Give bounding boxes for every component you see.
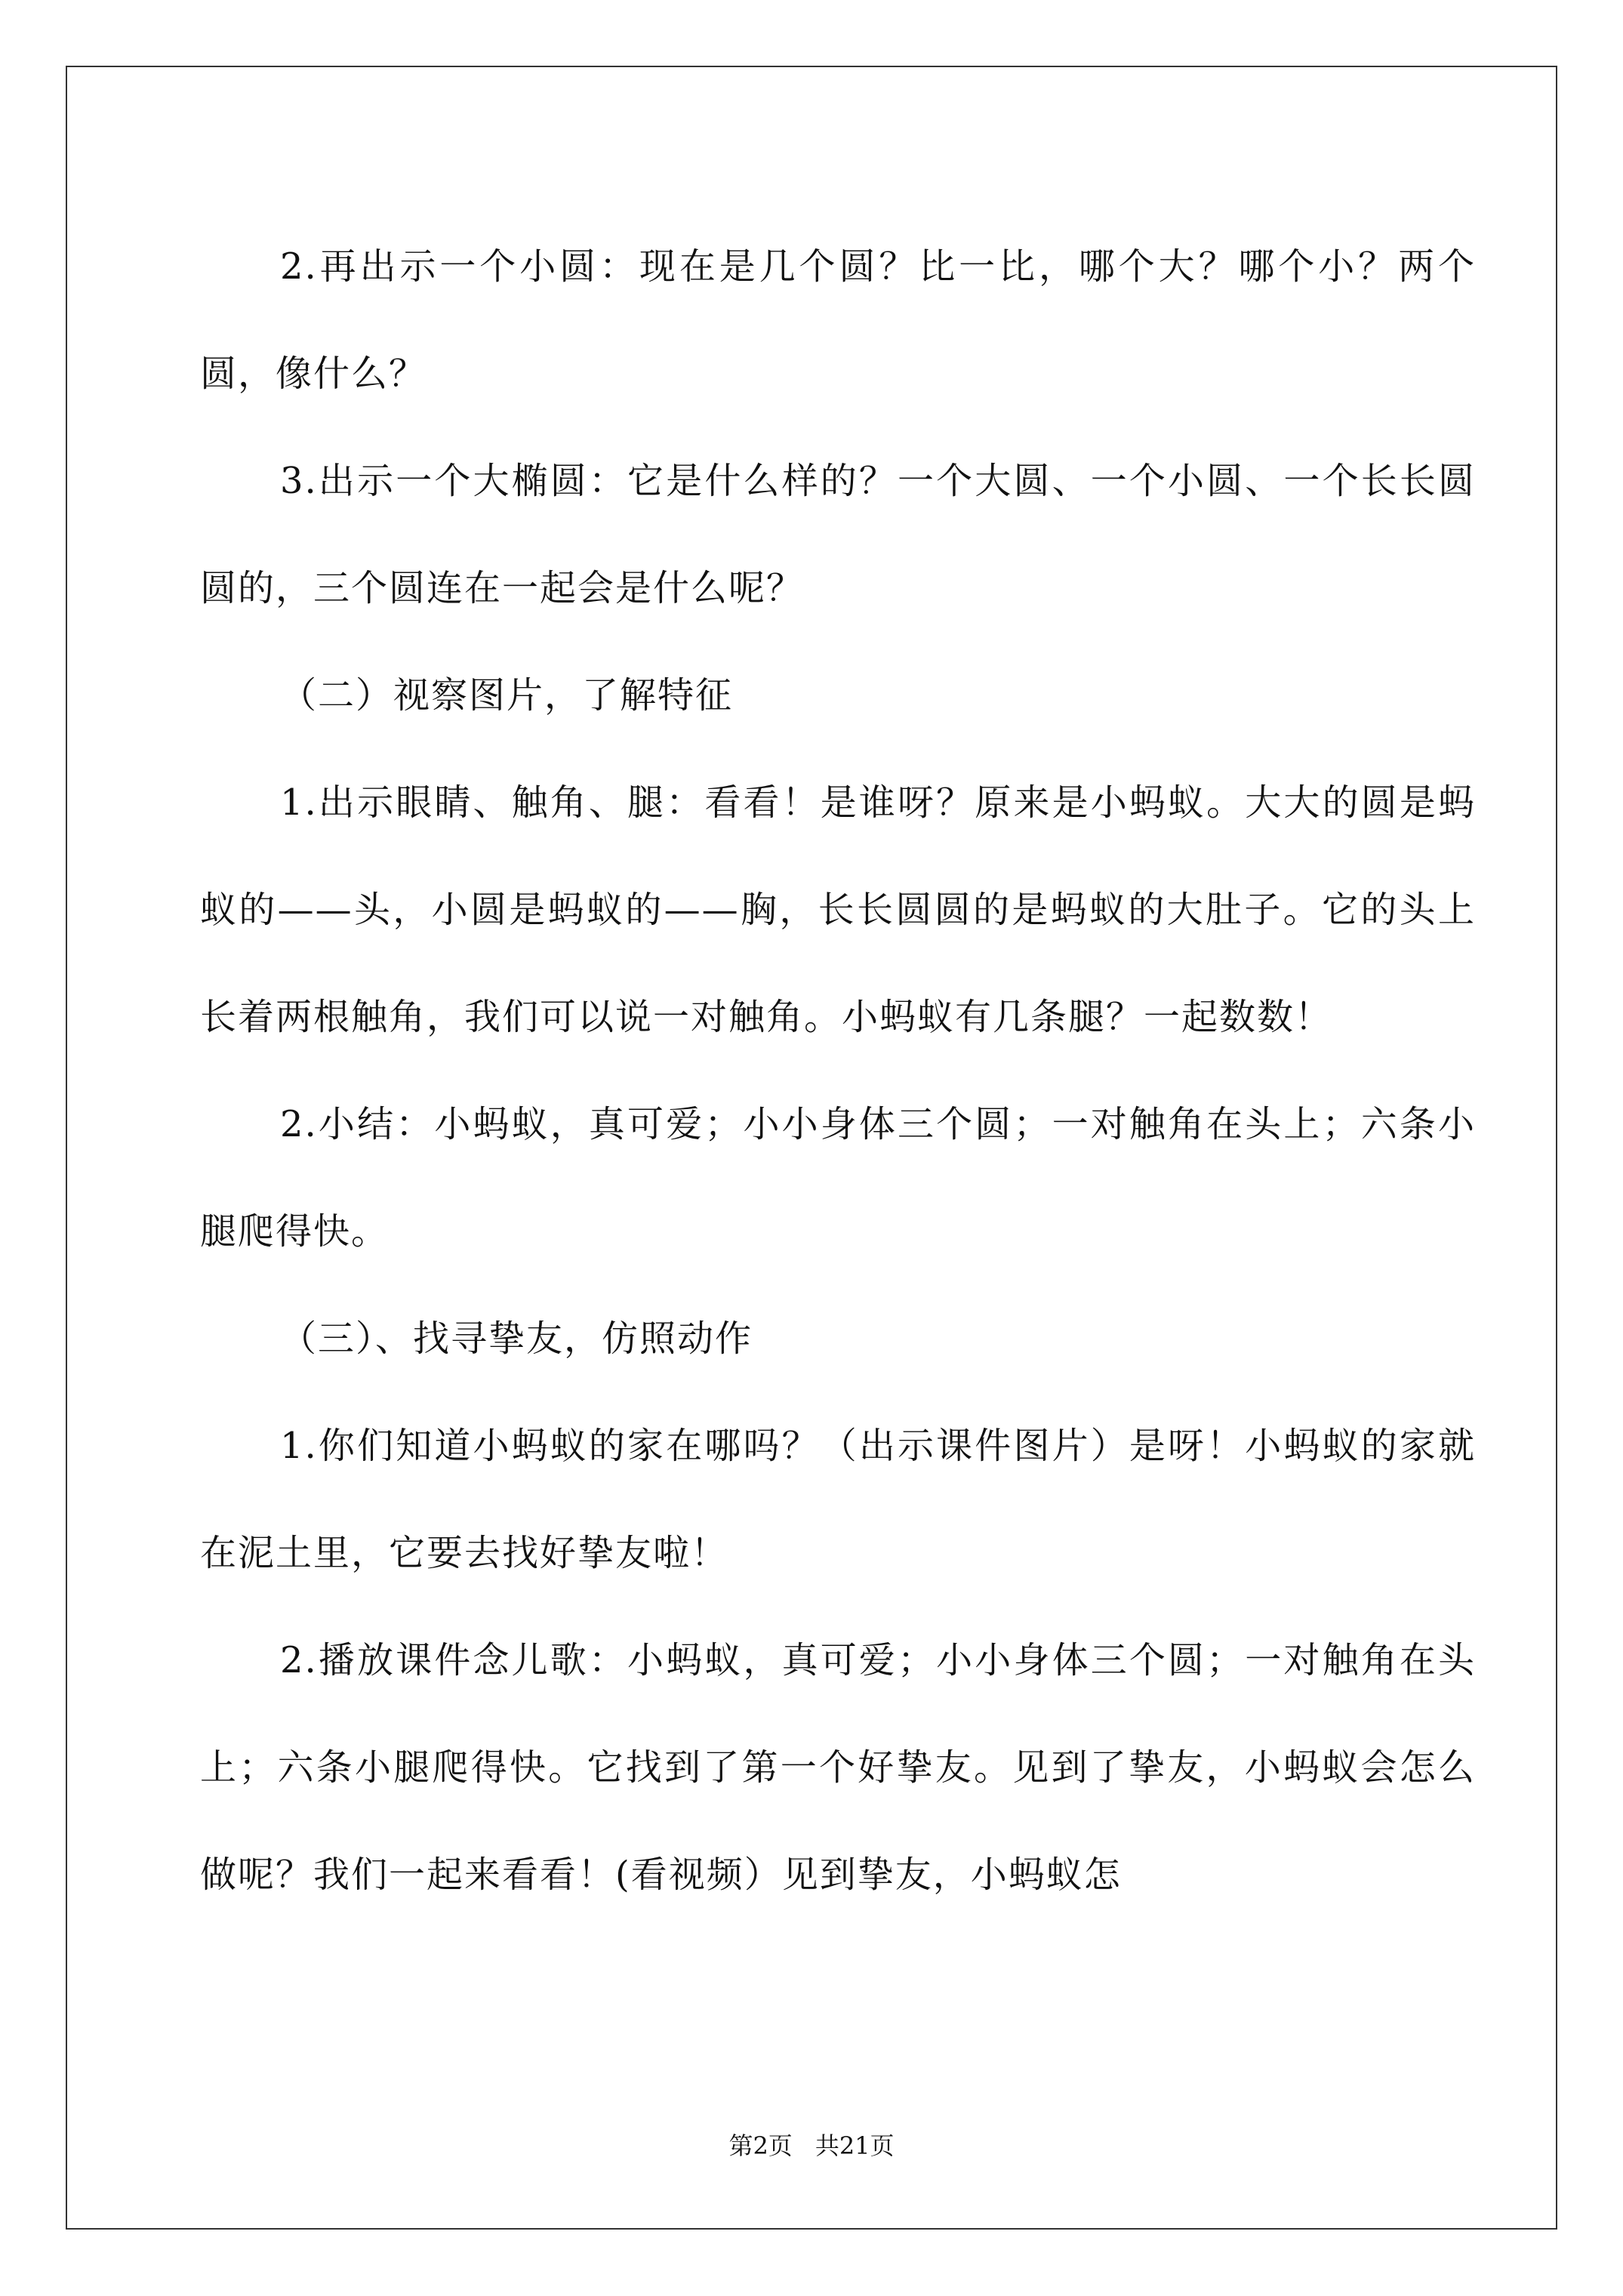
- paragraph-item-3: 3.出示一个大椭圆：它是什么样的？一个大圆、一个小圆、一个长长圆圆的，三个圆连在一起会是什么呢？: [200, 460, 1476, 609]
- section-heading-3: （三）、找寻挚友，仿照动作: [280, 1318, 753, 1360]
- paragraph-observe-1: 1.出示眼睛、触角、腿：看看！是谁呀？原来是小蚂蚁。大大的圆是蚂蚁的——头，小圆是蚂蚁的——胸，长长圆圆的是蚂蚁的大肚子。它的头上长着两根触角，我们可以说一对触角。小蚂蚁有几条腿？一起数数！: [200, 781, 1476, 1038]
- section-heading-2: （二）视察图片，了解特征: [280, 674, 734, 717]
- paragraph-item-2: 2.再出示一个小圆：现在是几个圆？比一比，哪个大？哪个小？两个圆，像什么？: [200, 245, 1476, 395]
- paragraph-friend-2: 2.播放课件念儿歌：小蚂蚁，真可爱；小小身体三个圆；一对触角在头上；六条小腿爬得快。它找到了第一个好挚友。见到了挚友，小蚂蚁会怎么做呢？我们一起来看看！(看视频）见到挚友，小蚂蚁怎: [200, 1639, 1476, 1896]
- paragraph-friend-1: 1.你们知道小蚂蚁的家在哪吗？（出示课件图片）是呀！小蚂蚁的家就在泥土里，它要去找好挚友啦！: [200, 1425, 1476, 1574]
- page-footer: [0, 2131, 1623, 2161]
- paragraph-summary: 2.小结：小蚂蚁，真可爱；小小身体三个圆；一对触角在头上；六条小腿爬得快。: [200, 1103, 1476, 1253]
- page-total: 共21页: [815, 2131, 895, 2160]
- page-number: 第2页: [728, 2131, 793, 2160]
- document-body: [200, 213, 1476, 1928]
